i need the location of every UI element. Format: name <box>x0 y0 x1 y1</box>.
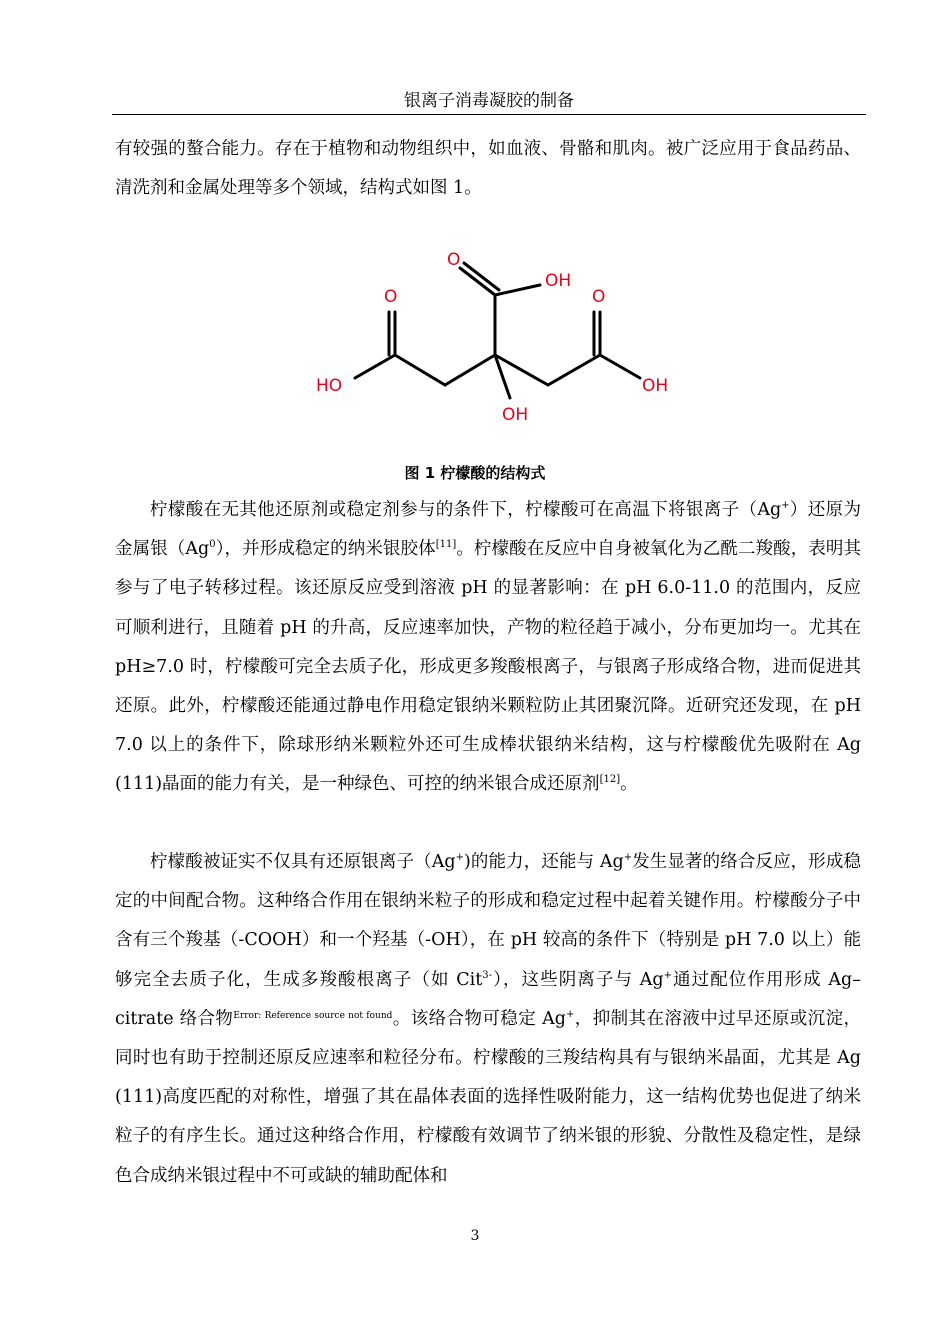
superscript: + <box>565 1008 575 1020</box>
bond-top-coh <box>495 285 540 295</box>
running-header <box>112 88 866 115</box>
bond-c4-c5 <box>548 355 600 385</box>
paragraph-complexation <box>115 843 861 1196</box>
text-run: 。该络合物可稳定 Ag <box>392 1008 566 1029</box>
atom-ho-left: HO <box>316 376 343 396</box>
text-run: ）还原为金属银（Ag <box>115 500 861 560</box>
paragraph-intro <box>115 130 861 208</box>
page-number <box>0 1228 950 1244</box>
header-title: 银离子消毒凝胶的制备 <box>404 91 574 111</box>
citric-acid-structure <box>300 240 680 440</box>
atom-o-top: O <box>447 250 461 270</box>
atom-o-right: O <box>592 287 606 307</box>
superscript: + <box>663 969 672 981</box>
superscript: 3- <box>482 969 493 981</box>
superscript: 0 <box>209 539 216 551</box>
bond-right-coh <box>600 355 640 378</box>
figure-caption <box>0 462 950 483</box>
text-run: 通过配位作用形成 Ag–citrate 络合物 <box>115 969 861 1029</box>
atom-oh-right: OH <box>642 376 669 396</box>
bond-left-coh <box>355 355 395 378</box>
figure-caption-text: 图 1 柠檬酸的结构式 <box>404 464 546 482</box>
atom-oh-center: OH <box>502 405 529 425</box>
atom-oh-top: OH <box>545 271 572 291</box>
atom-o-left: O <box>384 287 398 307</box>
paragraph-complexation-text <box>115 843 861 1196</box>
citation-12[interactable]: [12] <box>599 774 621 786</box>
text-run: 发生显著的络合反应，形成稳定的中间配合物。这种络合作用在银纳米粒子的形成和稳定过程中起着关键作用。柠檬酸分子中含有三个羧基（-COOH）和一个羟基（-OH），在 pH 较高的条件下（特别是 pH 7.0 以上）能够完全去质子化，生成多羧酸根离子（如 Cit <box>115 852 862 990</box>
text-run: )的能力，还能与 Ag <box>463 852 624 872</box>
text-run: ，抑制其在溶液中过早还原或沉淀，同时也有助于控制还原反应速率和粒径分布。柠檬酸的三羧结构具有与银纳米晶面，尤其是 Ag (111)高度匹配的对称性，增强了其在晶体表面的选择性吸附能力，这一结构优势也促进了纳米粒子的有序生长。通过这种络合作用，柠檬酸有效调节了纳米银的形貌、分散性及稳定性，是绿色合成纳米银过程中不可或缺的辅助配体和 <box>115 1008 862 1186</box>
broken-reference[interactable]: Error: Reference source not found <box>233 1010 393 1021</box>
text-run: 柠檬酸在无其他还原剂或稳定剂参与的条件下，柠檬酸可在高温下将银离子（Ag <box>150 500 782 520</box>
paragraph-reduction <box>115 491 861 805</box>
text-run: ），并形成稳定的纳米银胶体 <box>215 539 436 560</box>
paragraph-reduction-text <box>115 491 861 805</box>
text-run: 柠檬酸被证实不仅具有还原银离子（Ag <box>150 852 456 872</box>
bond-c3-c2 <box>445 355 495 385</box>
superscript: + <box>455 852 464 863</box>
citation-11[interactable]: [11] <box>435 539 457 551</box>
superscript: + <box>623 852 633 863</box>
text-run: ），这些阴离子与 Ag <box>492 969 664 990</box>
text-run: 。柠檬酸在反应中自身被氧化为乙酰二羧酸，表明其参与了电子转移过程。该还原反应受到溶液 pH 的显著影响：在 pH 6.0-11.0 的范围内，反应可顺利进行，且随着 pH 的升高，反应速率加快，产物的粒径趋于减小，分布更加均一。尤其在 pH≥7.0 时，柠檬酸可完全去质子化，形成更多羧酸根离子，与银离子形成络合物，进而促进其还原。此外，柠檬酸还能通过静电作用稳定银纳米颗粒防止其团聚沉降。近研究还发现，在 pH 7.0 以上的条件下，除球形纳米颗粒外还可生成棒状银纳米结构，这与柠檬酸优先吸附在 Ag (111)晶面的能力有关，是一种绿色、可控的纳米银合成还原剂 <box>115 539 862 795</box>
page-number-text: 3 <box>470 1228 480 1244</box>
superscript: + <box>781 500 790 511</box>
text-run: 。 <box>620 774 638 795</box>
bond-c2-c1 <box>395 355 445 385</box>
paragraph-intro-text: 有较强的螯合能力。存在于植物和动物组织中，如血液、骨骼和肌肉。被广泛应用于食品药品、清洗剂和金属处理等多个领域，结构式如图 1。 <box>115 139 861 199</box>
